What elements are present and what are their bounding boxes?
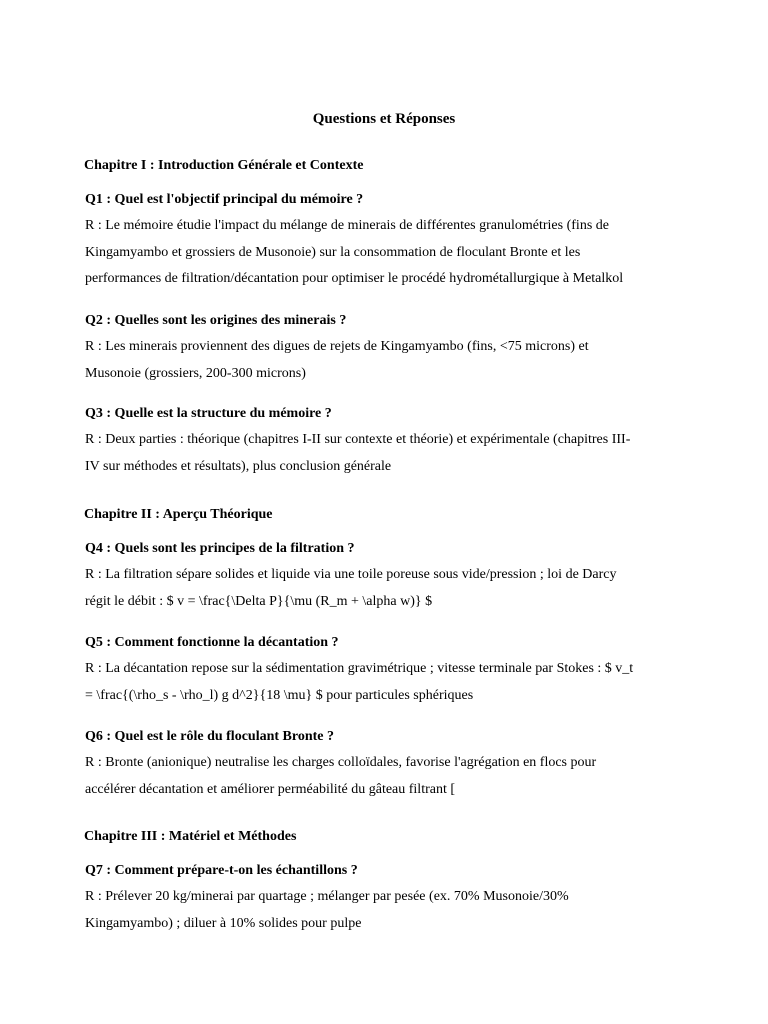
- qa-block-q4: [85, 539, 685, 615]
- answer-q7: R : Prélever 20 kg/minerai par quartage ; mélanger par pesée (ex. 70% Musonoie/30% Kingamyambo) ; diluer à 10% solides pour pulpe: [85, 889, 569, 931]
- answer-q4: R : La filtration sépare solides et liquide via une toile poreuse sous vide/pression ; loi de Darcy régit le débit : $ v = \frac{\Delta P}{\mu (R_m + \alpha w)} $: [85, 567, 617, 609]
- question-q4: Q4 : Quels sont les principes de la filtration ?: [85, 541, 355, 556]
- answer-q3: R : Deux parties : théorique (chapitres I-II sur contexte et théorie) et expérimentale (chapitres III- IV sur méthodes et résultats), plus conclusion générale: [85, 432, 631, 474]
- answer-q6: R : Bronte (anionique) neutralise les charges colloïdales, favorise l'agrégation en flocs pour accélérer décantation et améliorer perméabilité du gâteau filtrant [: [85, 755, 597, 797]
- qa-block-q1: [85, 190, 685, 293]
- chapter-heading-1: Chapitre I : Introduction Générale et Contexte: [84, 158, 364, 173]
- chapter-heading-2: Chapitre II : Aperçu Théorique: [84, 507, 273, 522]
- question-q3: Q3 : Quelle est la structure du mémoire ?: [85, 406, 332, 421]
- qa-block-q7: [85, 861, 685, 937]
- question-q7: Q7 : Comment prépare-t-on les échantillons ?: [85, 863, 358, 878]
- qa-block-q2: [85, 311, 685, 387]
- question-q1: Q1 : Quel est l'objectif principal du mémoire ?: [85, 192, 364, 207]
- qa-block-q6: [85, 727, 685, 803]
- question-q2: Q2 : Quelles sont les origines des minerais ?: [85, 313, 347, 328]
- answer-q1: R : Le mémoire étudie l'impact du mélange de minerais de différentes granulométries (fins de Kingamyambo et grossiers de Musonoie) sur la consommation de floculant Bronte et les performances de filtration/décantation pour optimiser le procédé hydrométallurgique à Metalkol: [85, 218, 624, 286]
- chapter-heading-3: Chapitre III : Matériel et Méthodes: [84, 829, 297, 844]
- qa-block-q3: [85, 404, 685, 480]
- document-title: Questions et Réponses: [312, 111, 456, 127]
- qa-block-q5: [85, 633, 685, 709]
- question-q5: Q5 : Comment fonctionne la décantation ?: [85, 635, 339, 650]
- answer-q2: R : Les minerais proviennent des digues de rejets de Kingamyambo (fins, <75 microns) et Musonoie (grossiers, 200-300 microns): [85, 339, 589, 381]
- answer-q5: R : La décantation repose sur la sédimentation gravimétrique ; vitesse terminale par Stokes : $ v_t = \frac{(\rho_s - \rho_l) g d^2}{18 \mu} $ pour particules sphériques: [85, 661, 634, 703]
- question-q6: Q6 : Quel est le rôle du floculant Bronte ?: [85, 729, 334, 744]
